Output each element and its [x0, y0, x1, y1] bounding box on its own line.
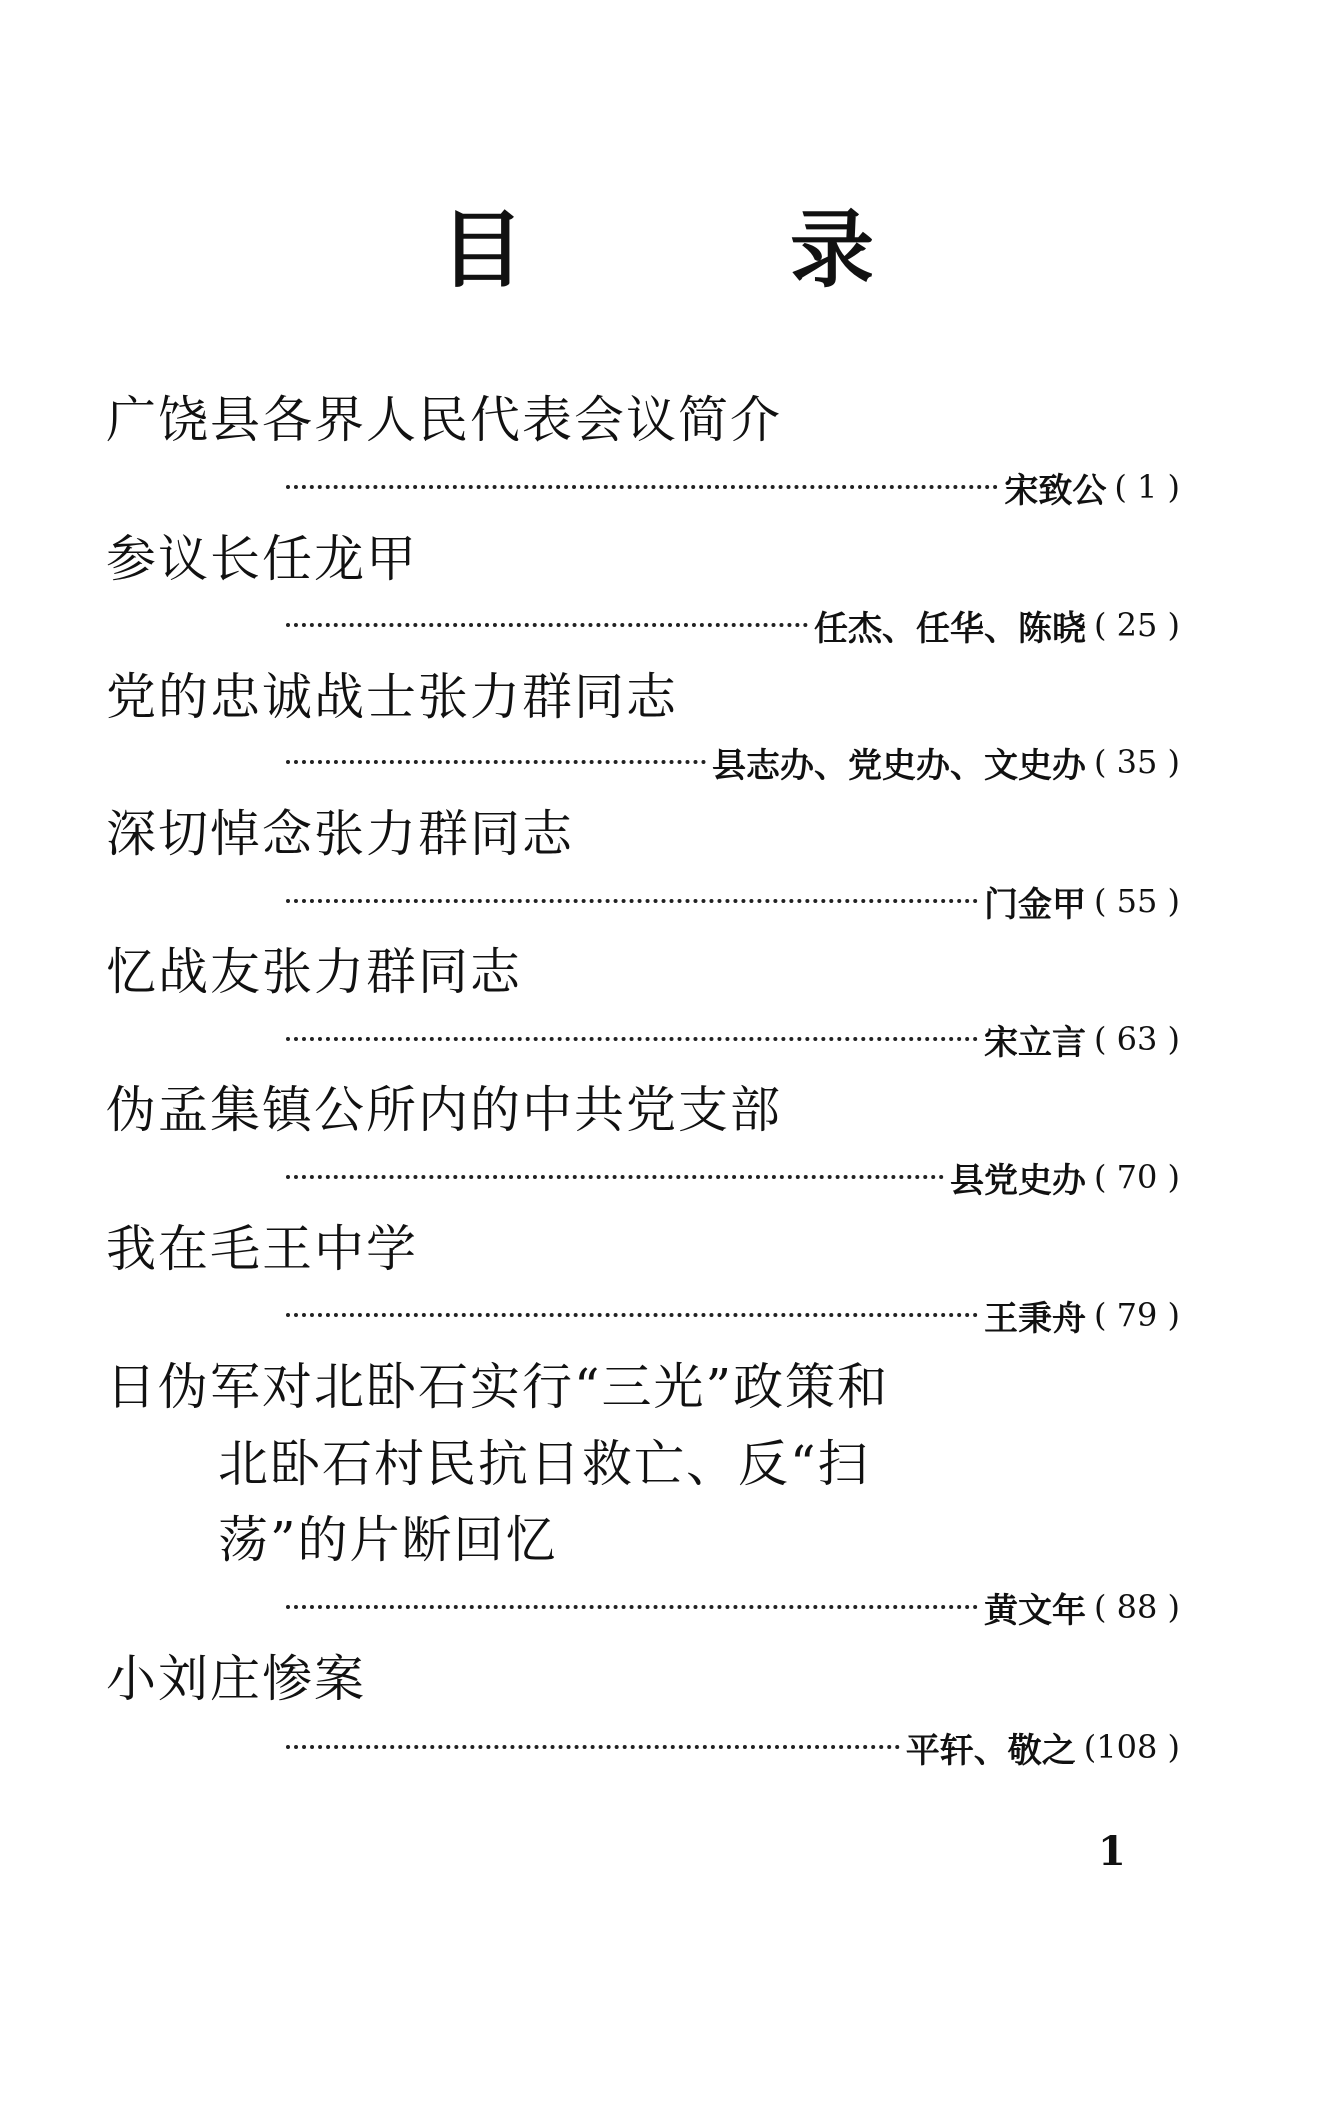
entry-page: ( 63 )	[1093, 1020, 1180, 1058]
toc-entry-line	[286, 1582, 1180, 1632]
page-number: 1	[1098, 1828, 1126, 1875]
entry-title: 党的忠诚战士张力群同志	[106, 668, 678, 726]
dot-leader	[286, 485, 998, 489]
dot-leader	[286, 1175, 944, 1179]
dot-leader	[286, 1037, 978, 1041]
dot-leader	[286, 623, 808, 627]
toc-entry-line	[286, 1152, 1180, 1202]
entry-title-continued: 荡”的片断回忆	[218, 1511, 558, 1569]
dot-leader	[286, 1605, 978, 1609]
entry-author: 县志办、党史办、文史办	[711, 745, 1086, 786]
entry-author: 宋致公	[1004, 470, 1107, 511]
entry-author: 宋立言	[983, 1022, 1086, 1063]
toc-entry-line	[286, 600, 1180, 650]
entry-page: ( 70 )	[1093, 1158, 1180, 1196]
dot-leader	[286, 760, 706, 764]
entry-page: ( 35 )	[1093, 743, 1180, 781]
toc-entry-line	[286, 876, 1180, 926]
entry-author: 任杰、任华、陈晓	[813, 608, 1086, 649]
entry-author: 门金甲	[983, 884, 1086, 925]
entry-title: 广饶县各界人民代表会议简介	[106, 391, 782, 449]
entry-author: 平轩、敬之	[905, 1730, 1076, 1771]
entry-author: 县党史办	[949, 1160, 1086, 1201]
dot-leader	[286, 1745, 900, 1749]
entry-title: 我在毛王中学	[106, 1220, 418, 1278]
dot-leader	[286, 899, 978, 903]
entry-page: ( 55 )	[1093, 882, 1180, 920]
entry-author: 黄文年	[983, 1590, 1086, 1631]
title-char-2: 录	[790, 201, 875, 299]
title-char-1: 目	[440, 201, 525, 299]
entry-page: ( 25 )	[1093, 606, 1180, 644]
entry-author: 王秉舟	[983, 1298, 1086, 1339]
entry-title: 日伪军对北卧石实行“三光”政策和	[106, 1358, 890, 1416]
entry-title: 小刘庄惨案	[106, 1650, 366, 1708]
entry-page: (108 )	[1083, 1728, 1180, 1766]
entry-title: 参议长任龙甲	[106, 530, 418, 588]
toc-entry-line	[286, 1014, 1180, 1064]
toc-entry-line	[286, 1290, 1180, 1340]
entry-title: 忆战友张力群同志	[106, 943, 522, 1001]
toc-entry-line	[286, 1722, 1180, 1772]
entry-title: 伪孟集镇公所内的中共党支部	[106, 1081, 782, 1139]
page-title	[0, 200, 1324, 300]
entry-page: ( 79 )	[1093, 1296, 1180, 1334]
dot-leader	[286, 1313, 978, 1317]
toc-entry-line	[286, 462, 1180, 512]
entry-page: ( 1 )	[1114, 468, 1180, 506]
entry-title: 深切悼念张力群同志	[106, 805, 574, 863]
entry-page: ( 88 )	[1093, 1588, 1180, 1626]
toc-entry-line	[286, 737, 1180, 787]
entry-title-continued: 北卧石村民抗日救亡、反“扫	[218, 1435, 870, 1493]
